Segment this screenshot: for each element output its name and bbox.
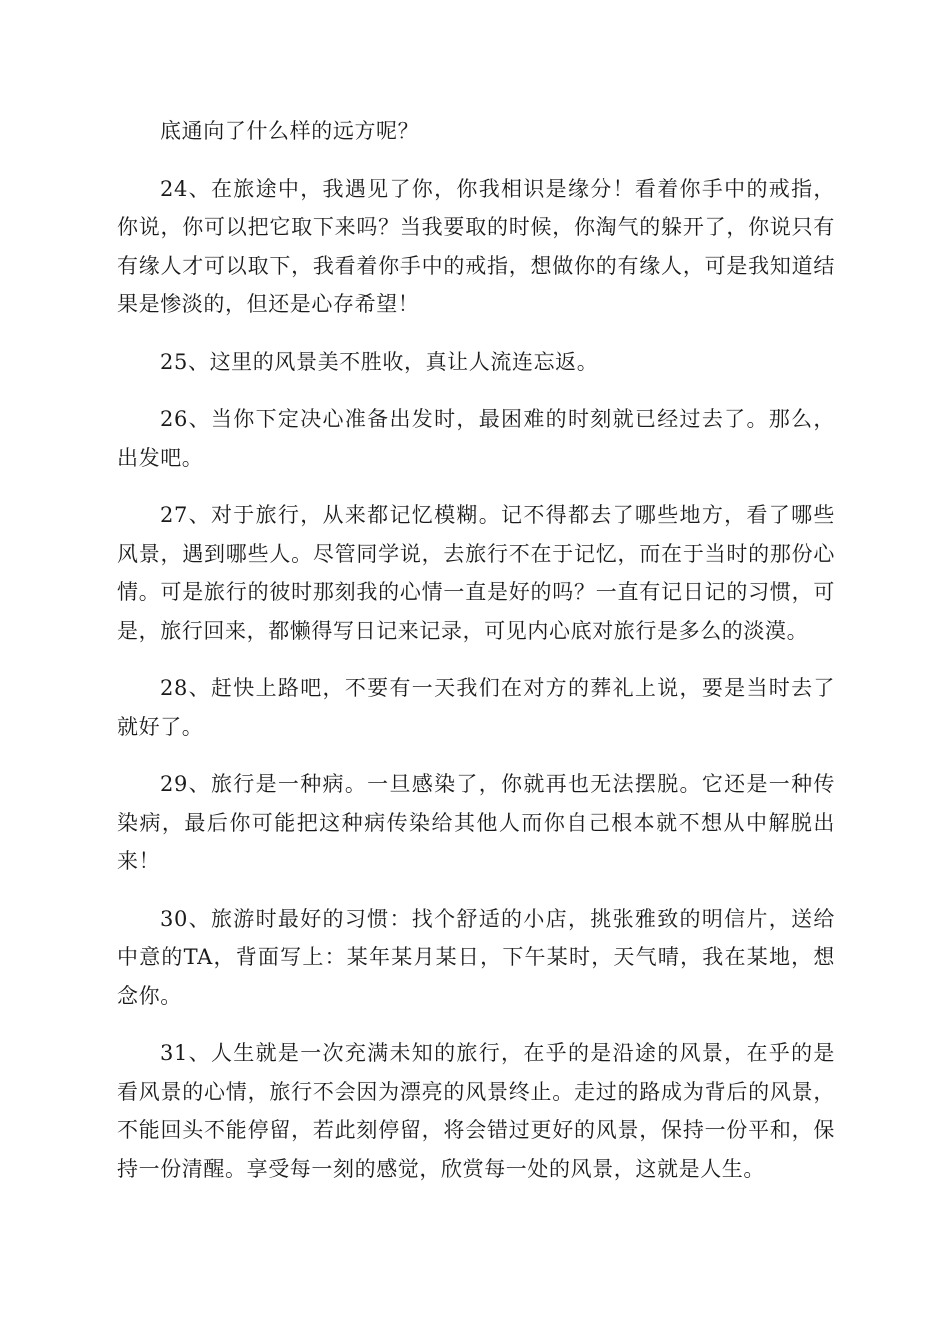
paragraph-24: 24、在旅途中，我遇见了你，你我相识是缘分！看着你手中的戒指，你说，你可以把它取下来吗？当我要取的时候，你淘气的躲开了，你说只有有缘人才可以取下，我看着你手中的戒指，想做你的有缘人，可是我知道结果是惨淡的，但还是心存希望！: [117, 176, 835, 316]
paragraph-25: 25、这里的风景美不胜收，真让人流连忘返。: [160, 349, 599, 374]
paragraph-29: 29、旅行是一种病。一旦感染了，你就再也无法摆脱。它还是一种传染病，最后你可能把这种病传染给其他人而你自己根本就不想从中解脱出来！: [117, 772, 835, 873]
document-body: [117, 112, 835, 1207]
paragraph-28: 28、赶快上路吧，不要有一天我们在对方的葬礼上说，要是当时去了就好了。: [117, 676, 835, 739]
paragraph-27: 27、对于旅行，从来都记忆模糊。记不得都去了哪些地方，看了哪些风景，遇到哪些人。尽管同学说，去旅行不在于记忆，而在于当时的那份心情。可是旅行的彼时那刻我的心情一直是好的吗？一直有记日记的习惯，可是，旅行回来，都懒得写日记来记录，可见内心底对旅行是多么的淡漠。: [117, 503, 835, 643]
paragraph-30: 30、旅游时最好的习惯：找个舒适的小店，挑张雅致的明信片，送给中意的TA，背面写上：某年某月某日，下午某时，天气晴，我在某地，想念你。: [117, 906, 835, 1008]
paragraph-31: 31、人生就是一次充满未知的旅行，在乎的是沿途的风景，在乎的是看风景的心情，旅行不会因为漂亮的风景终止。走过的路成为背后的风景，不能回头不能停留，若此刻停留，将会错过更好的风景，保持一份平和，保持一份清醒。享受每一刻的感觉，欣赏每一处的风景，这就是人生。: [117, 1041, 835, 1181]
paragraph-continuation: 底通向了什么样的远方呢？: [160, 119, 420, 143]
paragraph-26: 26、当你下定决心准备出发时，最困难的时刻就已经过去了。那么，出发吧。: [117, 407, 835, 470]
